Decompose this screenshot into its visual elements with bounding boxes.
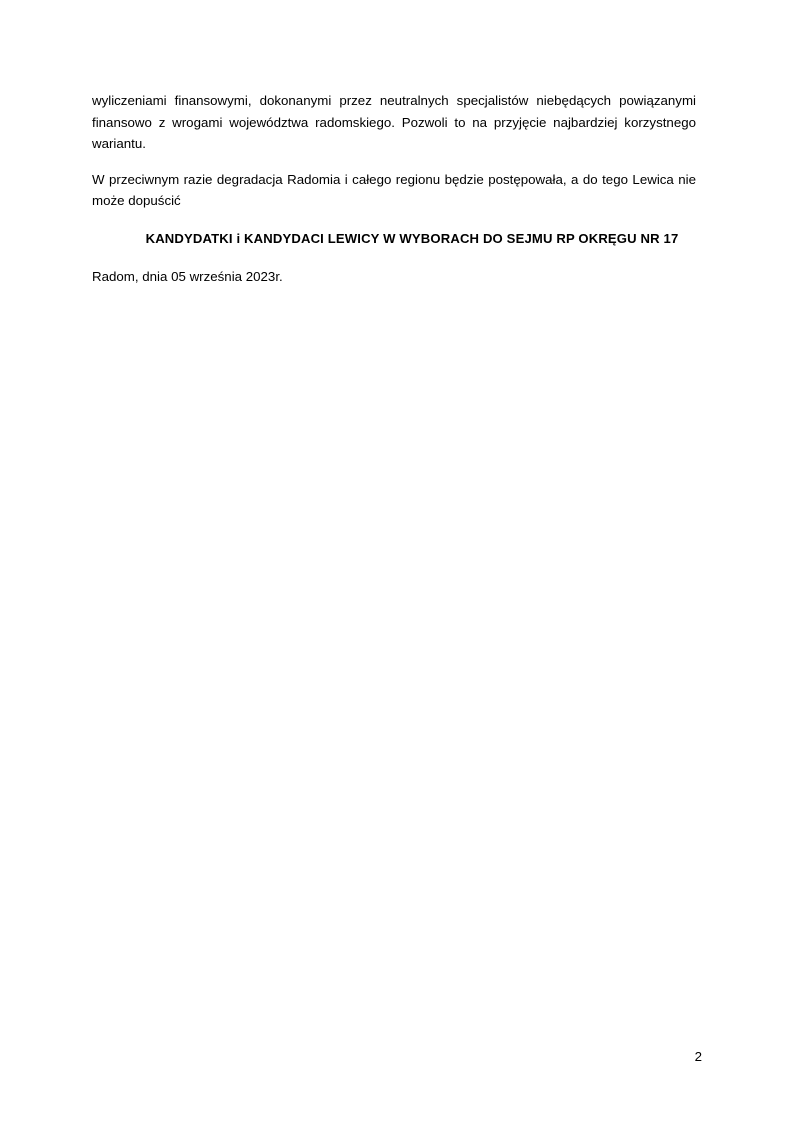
candidates-heading: KANDYDATKI i KANDYDACI LEWICY W WYBORACH DO SEJMU RP OKRĘGU NR 17 [145, 230, 679, 246]
paragraph-2: W przeciwnym razie degradacja Radomia i całego regionu będzie postępowała, a do tego Lewica nie może dopuścić [92, 171, 696, 209]
date-line: Radom, dnia 05 września 2023r. [92, 268, 283, 284]
page-number: 2 [694, 1048, 702, 1064]
paragraph-1: wyliczeniami finansowymi, dokonanymi przez neutralnych specjalistów niebędących powiązanymi finansowo z wrogami województwa radomskiego. Pozwoli to na przyjęcie najbardziej korzystnego wariantu. [92, 93, 696, 152]
document-body [92, 90, 696, 287]
